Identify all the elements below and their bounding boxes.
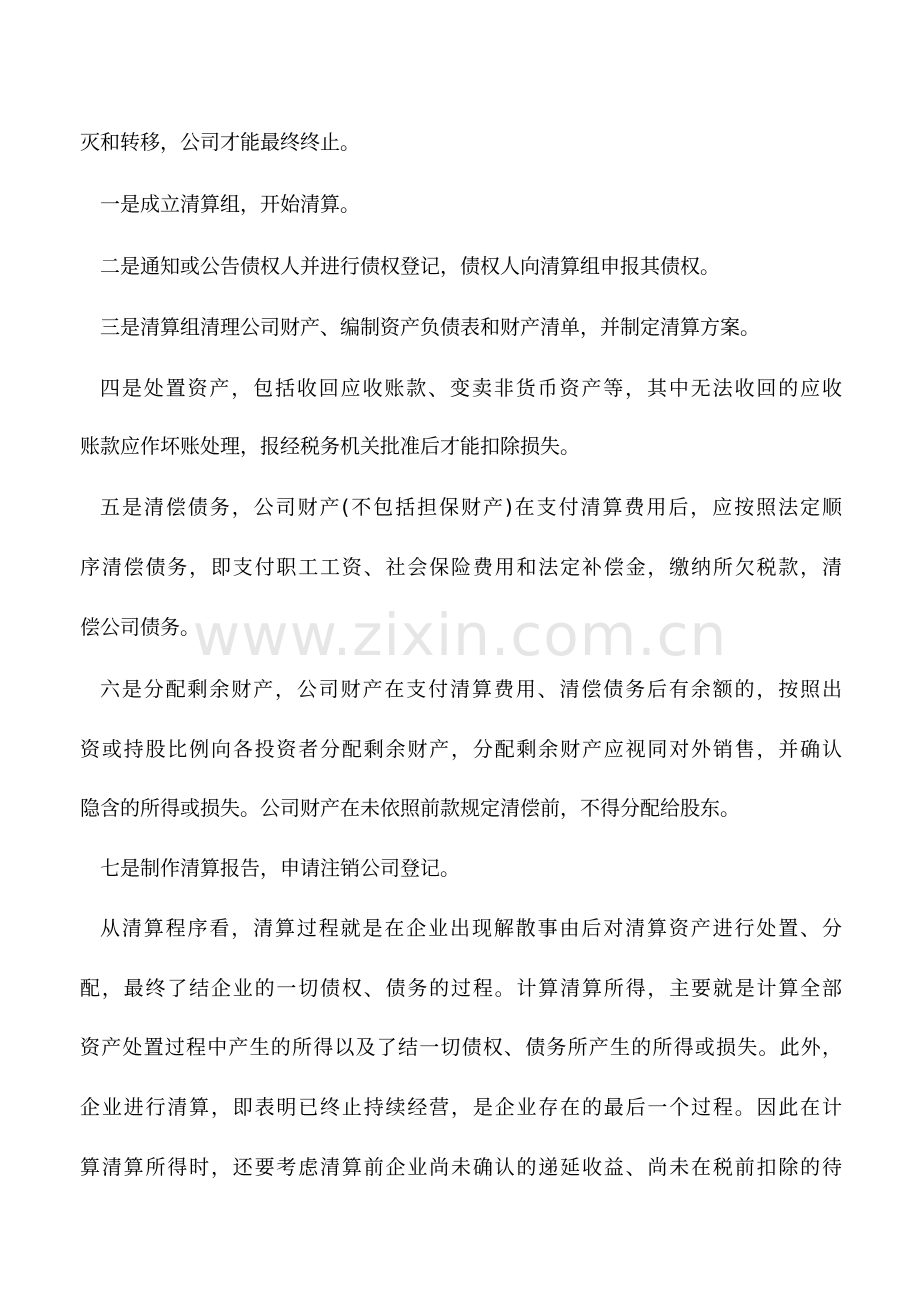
text-line: 从清算程序看，清算过程就是在企业出现解散事由后对清算资产进行处置、分 (100, 916, 842, 940)
text-line: 企业进行清算，即表明已终止持续经营，是企业存在的最后一个过程。因此在计 (80, 1095, 842, 1119)
text-line: 算清算所得时，还要考虑清算前企业尚未确认的递延收益、尚未在税前扣除的待 (80, 1155, 842, 1179)
text-line: 六是分配剩余财产，公司财产在支付清算费用、清偿债务后有余额的，按照出 (100, 677, 842, 701)
text-line: 偿公司债务。 (80, 615, 200, 639)
text-line: 账款应作坏账处理，报经税务机关批准后才能扣除损失。 (80, 434, 580, 458)
text-line: 隐含的所得或损失。公司财产在未依照前款规定清偿前，不得分配给股东。 (80, 796, 740, 820)
text-line: 灭和转移，公司才能最终终止。 (80, 130, 360, 154)
text-line: 资或持股比例向各投资者分配剩余财产，分配剩余财产应视同对外销售，并确认 (80, 737, 842, 761)
text-line: 四是处置资产，包括收回应收账款、变卖非货币资产等，其中无法收回的应收 (100, 376, 842, 400)
text-line: 一是成立清算组，开始清算。 (100, 192, 360, 216)
text-line: 资产处置过程中产生的所得以及了结一切债权、债务所产生的所得或损失。此外， (80, 1035, 842, 1059)
watermark: www.zixin.com.cn (192, 601, 728, 669)
text-line: 三是清算组清理公司财产、编制资产负债表和财产清单，并制定清算方案。 (100, 315, 760, 339)
text-line: 序清偿债务，即支付职工工资、社会保险费用和法定补偿金，缴纳所欠税款，清 (80, 555, 842, 579)
text-line: 七是制作清算报告，申请注销公司登记。 (100, 856, 460, 880)
text-line: 二是通知或公告债权人并进行债权登记，债权人向清算组申报其债权。 (100, 254, 720, 278)
text-line: 五是清偿债务，公司财产(不包括担保财产)在支付清算费用后，应按照法定顺 (100, 495, 842, 519)
text-line: 配，最终了结企业的一切债权、债务的过程。计算清算所得，主要就是计算全部 (80, 976, 842, 1000)
